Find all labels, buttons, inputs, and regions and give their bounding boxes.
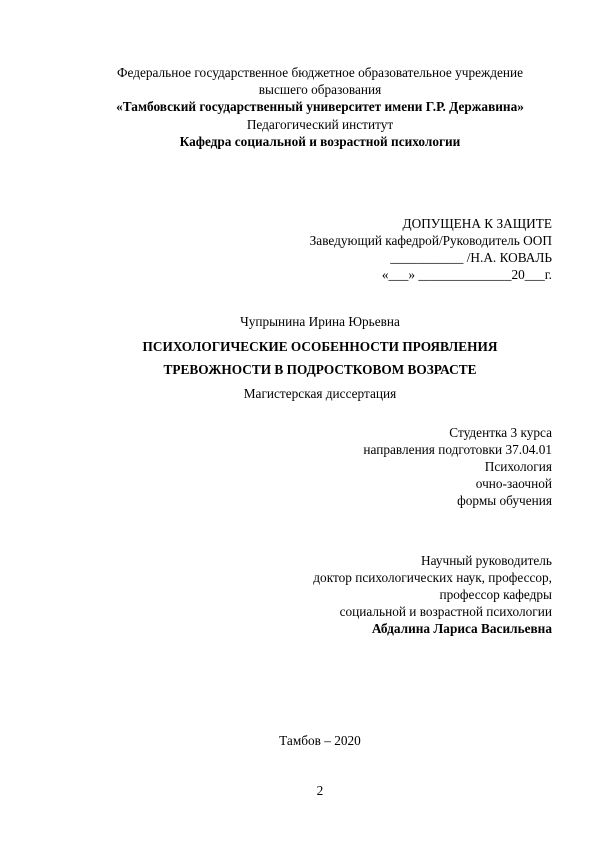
work-type: Магистерская диссертация (243, 386, 397, 401)
supervisor-position: профессор кафедры (439, 587, 552, 602)
city-year: Тамбов – 2020 (279, 733, 361, 748)
student-info-line-2: направления подготовки 37.04.01 (363, 442, 552, 457)
supervisor-department: социальной и возрастной психологии (339, 604, 552, 619)
institution-line-2: высшего образования (258, 82, 382, 97)
student-info-line-1: Студентка 3 курса (449, 425, 552, 440)
institution-line-1: Федеральное государственное бюджетное образовательное учреждение (116, 65, 523, 80)
author-name: Чупрынина Ирина Юрьевна (240, 314, 400, 329)
supervisor-degree: доктор психологических наук, профессор, (313, 570, 552, 585)
page-number: 2 (316, 783, 324, 798)
approval-head-title: Заведующий кафедрой/Руководитель ООП (309, 233, 552, 248)
supervisor-label: Научный руководитель (421, 553, 552, 568)
student-info-line-3: Психология (484, 459, 552, 474)
institute-name: Педагогический институт (246, 117, 394, 132)
thesis-title-line-2: ТРЕВОЖНОСТИ В ПОДРОСТКОВОМ ВОЗРАСТЕ (163, 362, 477, 377)
approval-signature-line: ___________ /Н.А. КОВАЛЬ (390, 250, 552, 265)
university-name: «Тамбовский государственный университет имени Г.Р. Державина» (116, 99, 524, 114)
approval-date-line: «___» ______________20___г. (381, 267, 552, 282)
department-name: Кафедра социальной и возрастной психологии (179, 134, 461, 149)
supervisor-name: Абдалина Лариса Васильевна (371, 621, 552, 636)
approval-status: ДОПУЩЕНА К ЗАЩИТЕ (402, 216, 552, 231)
thesis-title-line-1: ПСИХОЛОГИЧЕСКИЕ ОСОБЕННОСТИ ПРОЯВЛЕНИЯ (142, 339, 498, 354)
student-info-line-5: формы обучения (457, 493, 552, 508)
student-info-line-4: очно-заочной (475, 476, 552, 491)
